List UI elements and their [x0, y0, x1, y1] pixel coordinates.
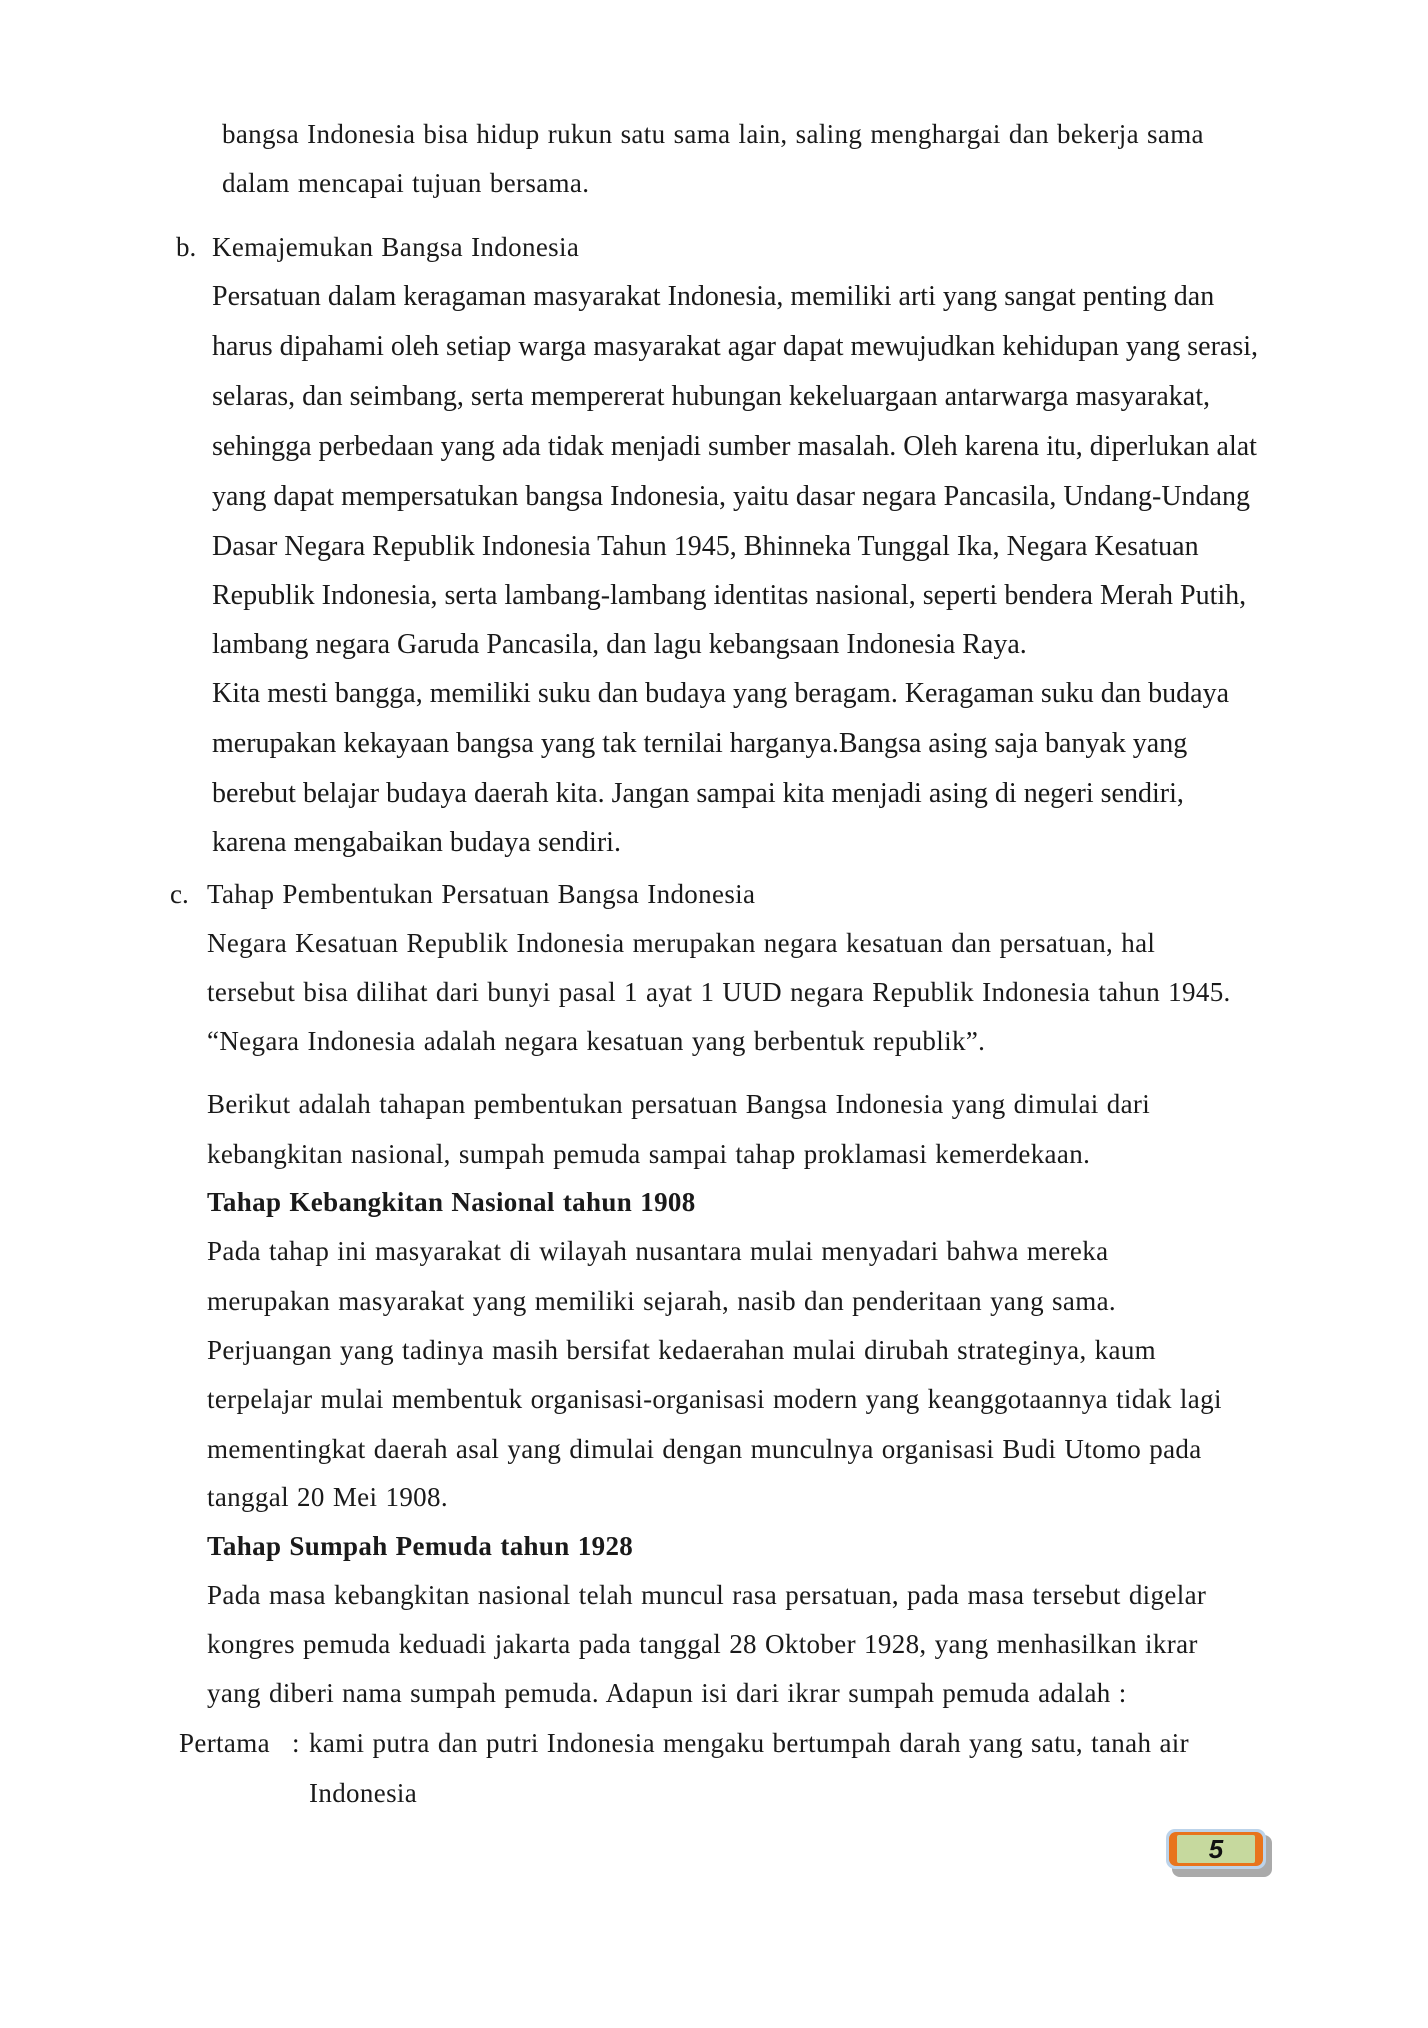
oath-separator: :: [292, 1727, 300, 1758]
section-b-paragraph2-line: merupakan kekayaan bangsa yang tak ternilai harganya.Bangsa asing saja banyak yang: [212, 728, 1188, 760]
section-b-paragraph-line: lambang negara Garuda Pancasila, dan lagu kebangsaan Indonesia Raya.: [212, 629, 1027, 661]
stage1-line: mementingkat daerah asal yang dimulai dengan munculnya organisasi Budi Utomo pada: [207, 1433, 1202, 1464]
section-c-marker: c.: [170, 878, 189, 909]
stage2-heading: Tahap Sumpah Pemuda tahun 1928: [207, 1530, 634, 1561]
badge-orange-ring: [1169, 1832, 1263, 1866]
stage1-line: tanggal 20 Mei 1908.: [207, 1481, 448, 1512]
intro-line: bangsa Indonesia bisa hidup rukun satu sama lain, saling menghargai dan bekerja sama: [222, 118, 1204, 149]
intro-line: dalam mencapai tujuan bersama.: [222, 167, 590, 198]
section-b-paragraph-line: Republik Indonesia, serta lambang-lambang identitas nasional, seperti bendera Merah Putih,: [212, 580, 1247, 612]
section-b-paragraph2-line: karena mengabaikan budaya sendiri.: [212, 827, 621, 859]
stage2-line: yang diberi nama sumpah pemuda. Adapun isi dari ikrar sumpah pemuda adalah :: [207, 1677, 1127, 1708]
oath-label: Pertama: [179, 1727, 270, 1758]
section-b-title: Kemajemukan Bangsa Indonesia: [212, 231, 580, 262]
section-b-paragraph-line: Dasar Negara Republik Indonesia Tahun 1945, Bhinneka Tunggal Ika, Negara Kesatuan: [212, 531, 1199, 563]
oath-text-line: Indonesia: [309, 1777, 418, 1808]
page-number: 5: [1177, 1835, 1255, 1863]
section-b-paragraph2-line: berebut belajar budaya daerah kita. Jangan sampai kita menjadi asing di negeri sendiri,: [212, 778, 1184, 810]
stage2-line: Pada masa kebangkitan nasional telah muncul rasa persatuan, pada masa tersebut digelar: [207, 1579, 1207, 1610]
stage2-line: kongres pemuda keduadi jakarta pada tanggal 28 Oktober 1928, yang menhasilkan ikrar: [207, 1628, 1198, 1659]
section-c-quote: “Negara Indonesia adalah negara kesatuan yang berbentuk republik”.: [207, 1025, 986, 1056]
stage1-line: terpelajar mulai membentuk organisasi-organisasi modern yang keanggotaannya tidak lagi: [207, 1383, 1222, 1414]
stage1-line: Pada tahap ini masyarakat di wilayah nusantara mulai menyadari bahwa mereka: [207, 1235, 1109, 1266]
page-number-badge: [1166, 1829, 1270, 1873]
section-c-paragraph2-line: kebangkitan nasional, sumpah pemuda sampai tahap proklamasi kemerdekaan.: [207, 1138, 1091, 1169]
section-b-paragraph-line: selaras, dan seimbang, serta mempererat hubungan kekeluargaan antarwarga masyarakat,: [212, 381, 1210, 413]
section-c-paragraph-line: Negara Kesatuan Republik Indonesia merupakan negara kesatuan dan persatuan, hal: [207, 927, 1156, 958]
badge-outer-border: [1166, 1829, 1266, 1869]
stage1-line: merupakan masyarakat yang memiliki sejarah, nasib dan penderitaan yang sama.: [207, 1285, 1117, 1316]
section-c-paragraph2-line: Berikut adalah tahapan pembentukan persatuan Bangsa Indonesia yang dimulai dari: [207, 1088, 1151, 1119]
section-b-marker: b.: [176, 231, 197, 262]
section-c-paragraph-line: tersebut bisa dilihat dari bunyi pasal 1 ayat 1 UUD negara Republik Indonesia tahun 1945.: [207, 976, 1231, 1007]
section-c-title: Tahap Pembentukan Persatuan Bangsa Indonesia: [207, 878, 756, 909]
section-b-paragraph-line: yang dapat mempersatukan bangsa Indonesia, yaitu dasar negara Pancasila, Undang-Undang: [212, 481, 1250, 513]
section-b-paragraph-line: sehingga perbedaan yang ada tidak menjadi sumber masalah. Oleh karena itu, diperlukan alat: [212, 431, 1257, 463]
stage1-line: Perjuangan yang tadinya masih bersifat kedaerahan mulai dirubah strateginya, kaum: [207, 1334, 1157, 1365]
section-b-paragraph2-line: Kita mesti bangga, memiliki suku dan budaya yang beragam. Keragaman suku dan budaya: [212, 678, 1230, 710]
section-b-paragraph-line: harus dipahami oleh setiap warga masyarakat agar dapat mewujudkan kehidupan yang serasi,: [212, 331, 1259, 363]
section-b-paragraph-line: Persatuan dalam keragaman masyarakat Indonesia, memiliki arti yang sangat penting dan: [212, 281, 1215, 313]
stage1-heading: Tahap Kebangkitan Nasional tahun 1908: [207, 1186, 696, 1217]
oath-text-line: kami putra dan putri Indonesia mengaku bertumpah darah yang satu, tanah air: [309, 1727, 1189, 1758]
